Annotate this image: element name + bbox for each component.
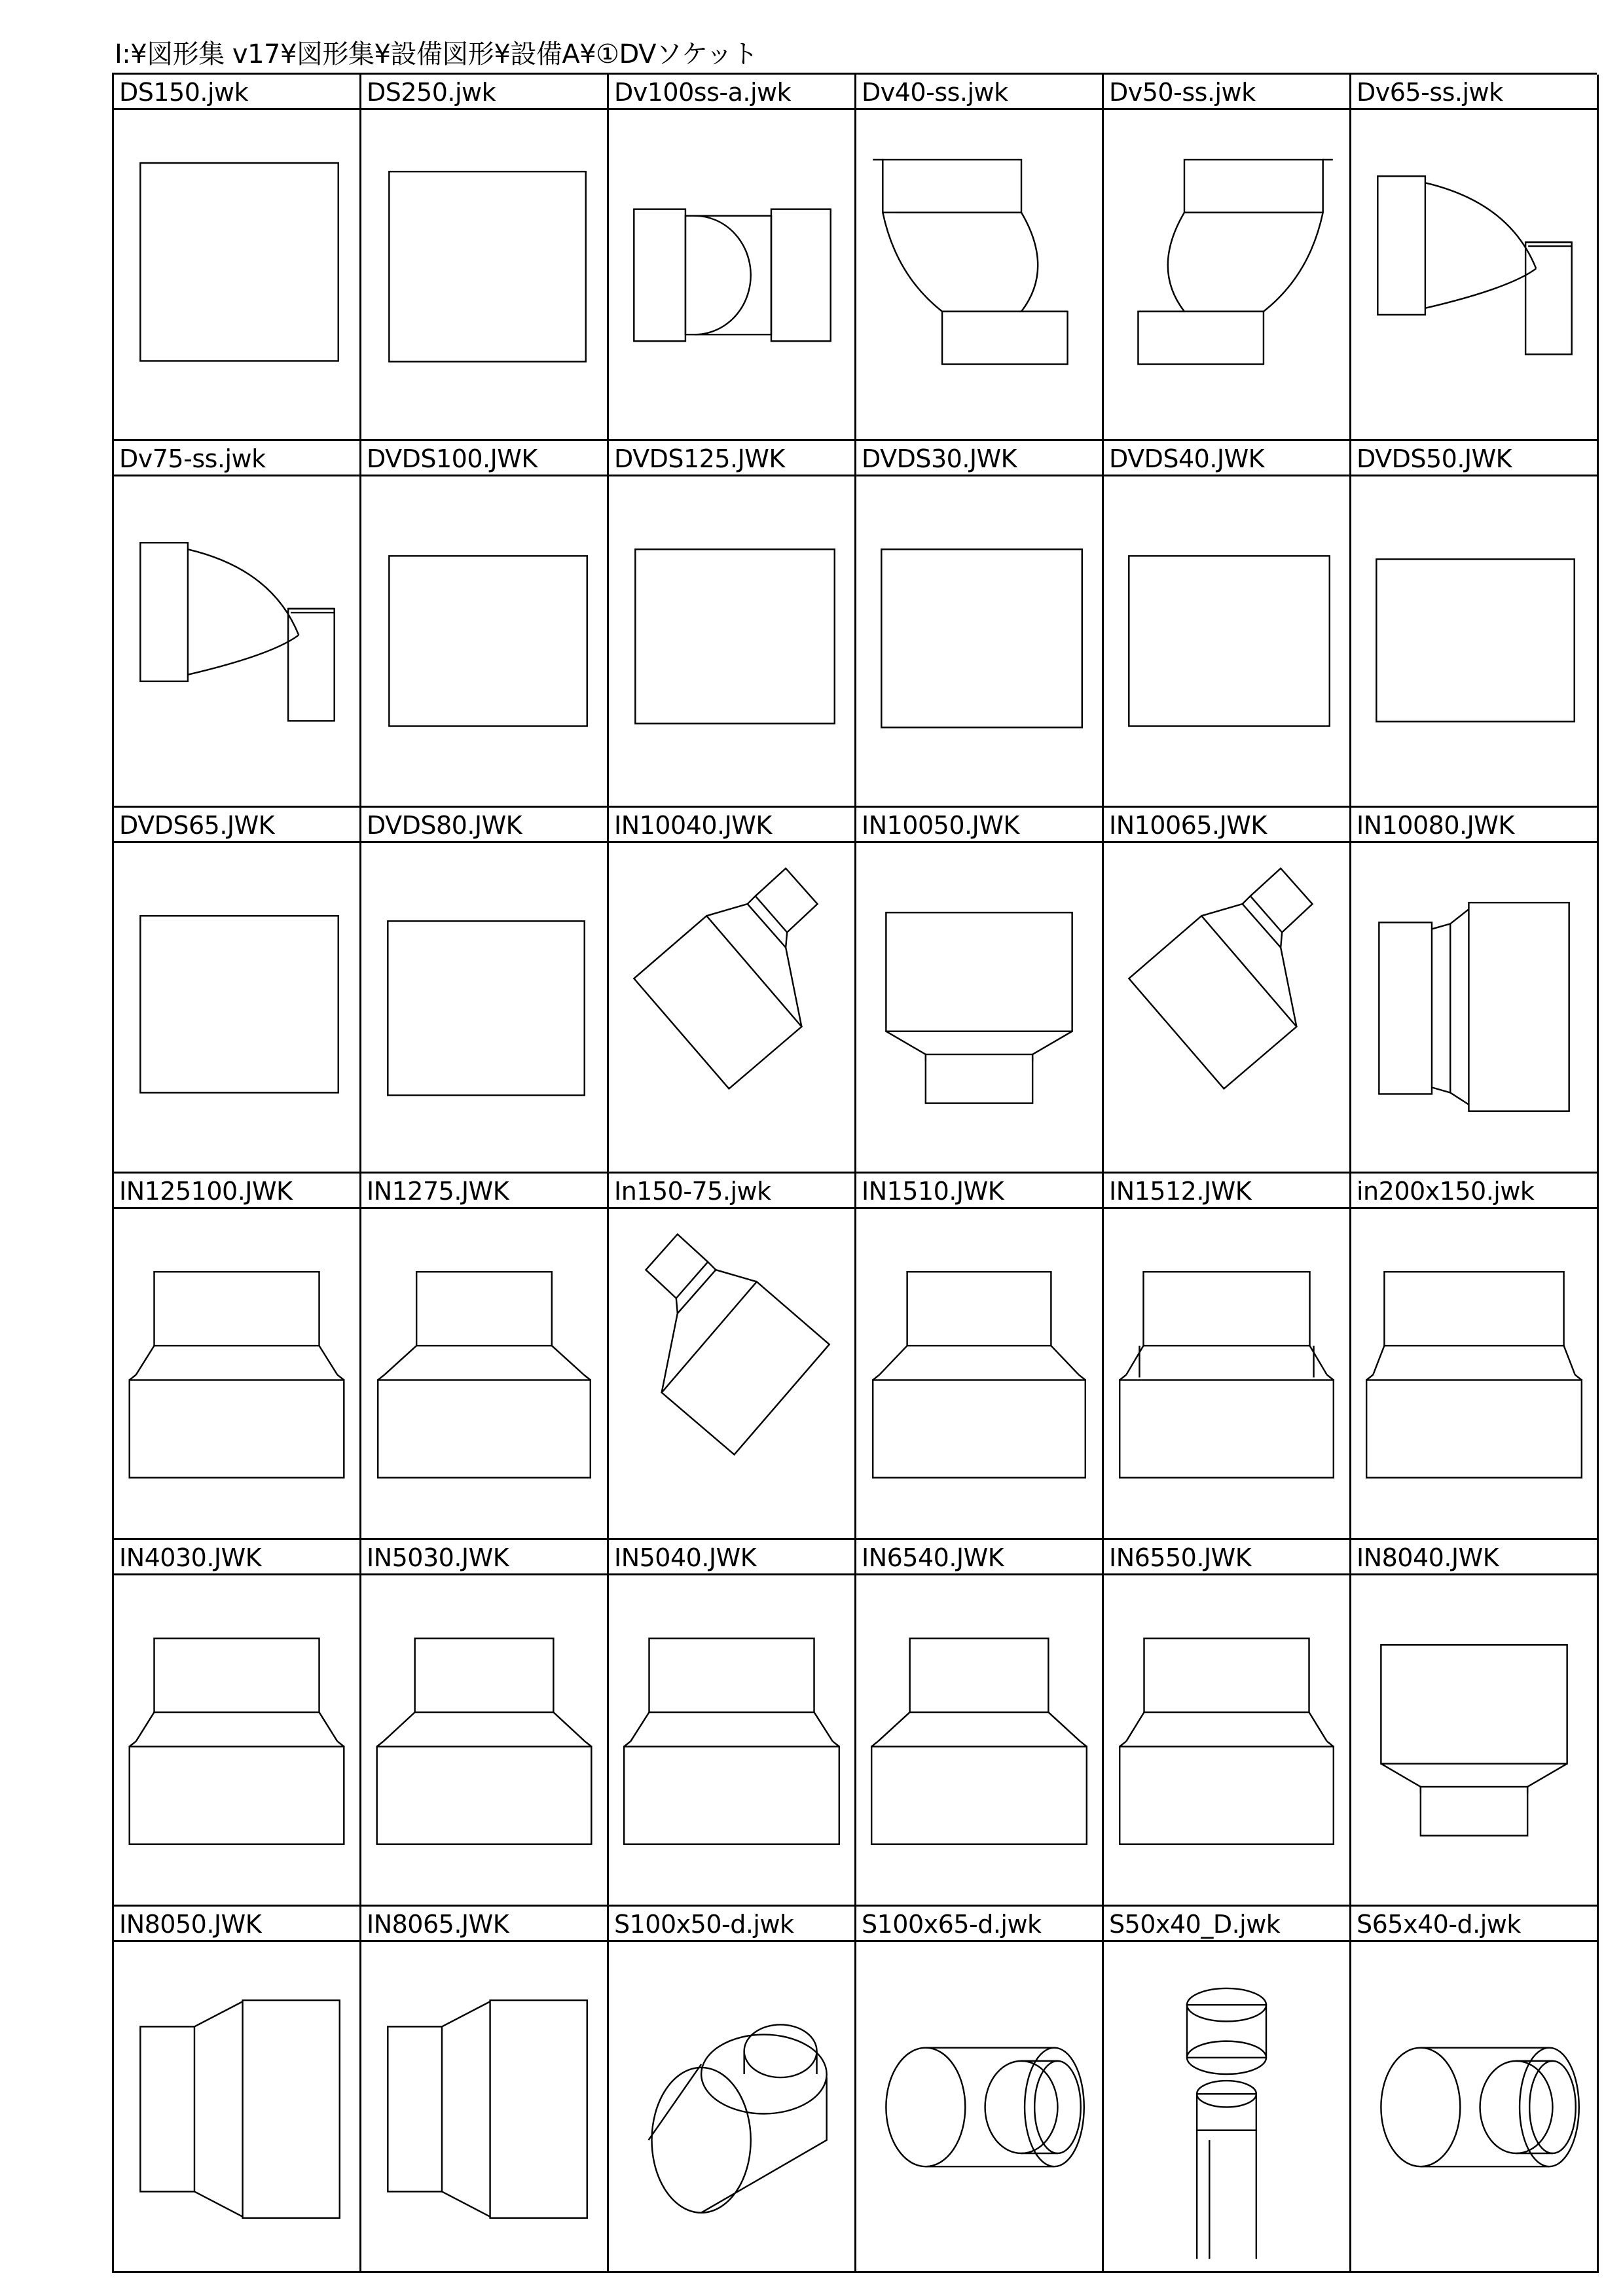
square-outline-icon <box>1104 476 1349 806</box>
symbol-cell <box>1351 441 1599 808</box>
symbol-cell <box>1104 441 1351 808</box>
symbol-cell <box>1104 1540 1351 1907</box>
cell-filename: IN6540.JWK <box>856 1540 1102 1575</box>
cell-filename: DVDS40.JWK <box>1104 441 1349 476</box>
cell-filename: IN10065.JWK <box>1104 808 1349 843</box>
symbol-cell <box>609 75 856 441</box>
symbol-cell <box>361 441 609 808</box>
reducer-down-icon <box>856 843 1102 1172</box>
reducer-up-icon <box>1104 1209 1349 1538</box>
cell-filename: Dv50-ss.jwk <box>1104 75 1349 110</box>
symbol-cell <box>114 808 361 1174</box>
symbol-cell <box>114 441 361 808</box>
symbol-cell <box>1351 75 1599 441</box>
cell-filename: S65x40-d.jwk <box>1351 1907 1597 1942</box>
cell-filename: S50x40_D.jwk <box>1104 1907 1349 1942</box>
offset-socket-horizontal-icon <box>1351 110 1597 439</box>
cell-filename: IN1510.JWK <box>856 1174 1102 1209</box>
reducer-left-icon <box>1351 843 1597 1172</box>
symbol-cell <box>1104 1907 1351 2273</box>
reducer-right-icon <box>361 1942 607 2271</box>
symbol-cell <box>1104 808 1351 1174</box>
reducer-up-icon <box>114 1209 359 1538</box>
reducer-up-icon <box>114 1575 359 1905</box>
symbol-cell <box>1351 1907 1599 2273</box>
symbol-cell <box>856 808 1104 1174</box>
socket-3d-horizontal-icon <box>856 1942 1102 2271</box>
socket-3d-oblique-icon <box>609 1942 854 2271</box>
symbol-cell <box>114 1174 361 1540</box>
reducer-up-icon <box>361 1209 607 1538</box>
cell-filename: DVDS50.JWK <box>1351 441 1597 476</box>
symbol-grid <box>112 73 1597 2273</box>
square-outline-icon <box>361 476 607 806</box>
cell-filename: IN8065.JWK <box>361 1907 607 1942</box>
square-outline-icon <box>856 476 1102 806</box>
cell-filename: DS150.jwk <box>114 75 359 110</box>
symbol-cell <box>609 1540 856 1907</box>
cell-filename: Dv40-ss.jwk <box>856 75 1102 110</box>
reducer-up-icon <box>609 1575 854 1905</box>
symbol-cell <box>361 1174 609 1540</box>
cell-filename: In150-75.jwk <box>609 1174 854 1209</box>
reducer-right-icon <box>114 1942 359 2271</box>
cell-filename: DVDS125.JWK <box>609 441 854 476</box>
cell-filename: IN10040.JWK <box>609 808 854 843</box>
cell-filename: Dv100ss-a.jwk <box>609 75 854 110</box>
reducer-rotated-flip-icon <box>609 1209 854 1538</box>
cell-filename: DS250.jwk <box>361 75 607 110</box>
cell-filename: IN5040.JWK <box>609 1540 854 1575</box>
cell-filename: IN1512.JWK <box>1104 1174 1349 1209</box>
symbol-cell <box>114 1540 361 1907</box>
cell-filename: S100x50-d.jwk <box>609 1907 854 1942</box>
offset-socket-vertical-icon <box>856 110 1102 439</box>
reducer-rotated-icon <box>1104 843 1349 1172</box>
symbol-cell <box>361 1540 609 1907</box>
symbol-cell <box>1351 808 1599 1174</box>
symbol-cell <box>856 1174 1104 1540</box>
reducer-up-icon <box>1104 1575 1349 1905</box>
symbol-cell <box>609 1907 856 2273</box>
square-outline-icon <box>114 843 359 1172</box>
symbol-cell <box>361 75 609 441</box>
symbol-cell <box>609 808 856 1174</box>
page-header-path: I:¥図形集 v17¥図形集¥設備図形¥設備A¥①DVソケット <box>115 39 758 69</box>
cell-filename: DVDS65.JWK <box>114 808 359 843</box>
socket-3d-vertical-pipe-icon <box>1104 1942 1349 2271</box>
cell-filename: IN6550.JWK <box>1104 1540 1349 1575</box>
cell-filename: Dv75-ss.jwk <box>114 441 359 476</box>
reducer-up-icon <box>361 1575 607 1905</box>
cell-filename: IN10080.JWK <box>1351 808 1597 843</box>
square-outline-icon <box>361 843 607 1172</box>
symbol-cell <box>1351 1540 1599 1907</box>
reducer-up-icon <box>856 1209 1102 1538</box>
cell-filename: DVDS80.JWK <box>361 808 607 843</box>
offset-socket-vertical-mirrored-icon <box>1104 110 1349 439</box>
cell-filename: S100x65-d.jwk <box>856 1907 1102 1942</box>
reducer-up-icon <box>1351 1209 1597 1538</box>
cell-filename: in200x150.jwk <box>1351 1174 1597 1209</box>
offset-socket-horizontal-icon <box>114 476 359 806</box>
symbol-cell <box>1351 1174 1599 1540</box>
cell-filename: IN4030.JWK <box>114 1540 359 1575</box>
symbol-cell <box>609 1174 856 1540</box>
reducer-rotated-icon <box>609 843 854 1172</box>
symbol-cell <box>361 808 609 1174</box>
cell-filename: IN8040.JWK <box>1351 1540 1597 1575</box>
symbol-cell <box>114 75 361 441</box>
symbol-cell <box>856 1907 1104 2273</box>
cell-filename: IN8050.JWK <box>114 1907 359 1942</box>
cell-filename: IN5030.JWK <box>361 1540 607 1575</box>
socket-3d-horizontal-icon <box>1351 1942 1597 2271</box>
symbol-cell <box>114 1907 361 2273</box>
square-outline-icon <box>114 110 359 439</box>
cell-filename: DVDS100.JWK <box>361 441 607 476</box>
reducer-down-icon <box>1351 1575 1597 1905</box>
square-outline-icon <box>361 110 607 439</box>
symbol-cell <box>1104 75 1351 441</box>
symbol-cell <box>856 75 1104 441</box>
symbol-cell <box>1104 1174 1351 1540</box>
socket-semicircle-icon <box>609 110 854 439</box>
cell-filename: DVDS30.JWK <box>856 441 1102 476</box>
cell-filename: Dv65-ss.jwk <box>1351 75 1597 110</box>
reducer-up-icon <box>856 1575 1102 1905</box>
cell-filename: IN10050.JWK <box>856 808 1102 843</box>
cell-filename: IN125100.JWK <box>114 1174 359 1209</box>
square-outline-icon <box>1351 476 1597 806</box>
symbol-cell <box>856 441 1104 808</box>
symbol-cell <box>609 441 856 808</box>
symbol-cell <box>361 1907 609 2273</box>
square-outline-icon <box>609 476 854 806</box>
cell-filename: IN1275.JWK <box>361 1174 607 1209</box>
symbol-cell <box>856 1540 1104 1907</box>
